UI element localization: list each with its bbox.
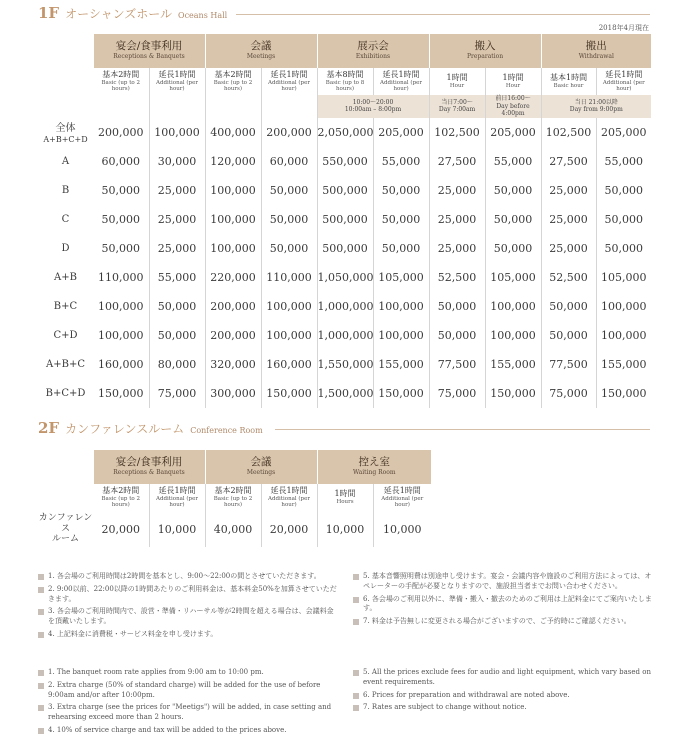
price-cell: 10,000 bbox=[373, 511, 431, 547]
title-rule bbox=[275, 429, 650, 430]
price-cell: 50,000 bbox=[485, 205, 541, 234]
price-cell: 55,000 bbox=[485, 147, 541, 176]
row-label: B bbox=[61, 184, 70, 196]
bullet-square-icon bbox=[38, 587, 44, 593]
price-cell: 50,000 bbox=[373, 205, 429, 234]
bullet-square-icon bbox=[353, 705, 359, 711]
table-row bbox=[38, 234, 651, 263]
note-item: 4. 10% of service charge and tax will be added to the prices above. bbox=[38, 726, 338, 736]
date-stamp: 2018年4月現在 bbox=[598, 24, 649, 32]
sub-header: 延長1時間 Additional (per hour) bbox=[261, 484, 317, 511]
price-cell: 60,000 bbox=[261, 147, 317, 176]
price-cell: 1,000,000 bbox=[317, 292, 373, 321]
group-header-row bbox=[38, 450, 431, 484]
oceans-hall-title bbox=[38, 4, 227, 22]
group-header: 会議 Meetings bbox=[205, 450, 317, 484]
price-cell: 110,000 bbox=[98, 270, 144, 284]
title-en: Conference Room bbox=[190, 426, 263, 435]
price-cell: 150,000 bbox=[485, 379, 541, 408]
table-row bbox=[38, 292, 651, 321]
bullet-square-icon bbox=[38, 705, 44, 711]
price-cell: 155,000 bbox=[596, 350, 651, 379]
price-cell: 100,000 bbox=[98, 328, 144, 342]
note-item: 5. All the prices exclude fees for audio and light equipment, which vary based on event requirements. bbox=[353, 668, 653, 688]
price-cell: 50,000 bbox=[373, 176, 429, 205]
note-item: 5. 基本音響照明費は別途申し受けます。宴会・会議内容や施設のご利用方法によっては、オペレーターの手配が必要となりますので、施設担当者までお問い合わせください。 bbox=[353, 572, 653, 592]
price-cell: 55,000 bbox=[596, 147, 651, 176]
price-cell: 52,500 bbox=[429, 263, 485, 292]
prep-note-before: 前日16:00～ Day before 4:00pm bbox=[485, 95, 541, 118]
price-cell: 50,000 bbox=[596, 205, 651, 234]
sub-header: 延長1時間 Additional (per hour) bbox=[373, 68, 429, 95]
bullet-square-icon bbox=[38, 632, 44, 638]
price-cell: 2,050,000 bbox=[317, 118, 373, 147]
price-cell: 100,000 bbox=[261, 321, 317, 350]
price-cell: 50,000 bbox=[485, 234, 541, 263]
group-header: 宴会/食事利用 Receptions & Banquets bbox=[93, 450, 205, 484]
conference-price-table bbox=[38, 450, 431, 547]
price-cell: 500,000 bbox=[317, 176, 373, 205]
title-jp: オーシャンズホール bbox=[65, 7, 173, 21]
note-item: 6. 各会場のご利用以外に、準備・搬入・撤去のためのご利用は上記料金にてご案内いたします。 bbox=[353, 595, 653, 615]
bullet-square-icon bbox=[353, 574, 359, 580]
table-row bbox=[38, 321, 651, 350]
row-label: C bbox=[61, 213, 70, 225]
price-cell: 27,500 bbox=[429, 147, 485, 176]
price-cell: 55,000 bbox=[373, 147, 429, 176]
note-item: 1. 各会場のご利用時間は2時間を基本とし、9:00～22:00の間とさせていただきます。 bbox=[38, 572, 338, 582]
price-cell: 100,000 bbox=[373, 292, 429, 321]
price-cell: 50,000 bbox=[149, 292, 205, 321]
price-cell: 400,000 bbox=[205, 118, 261, 147]
price-cell: 102,500 bbox=[541, 118, 596, 147]
price-cell: 75,000 bbox=[541, 379, 596, 408]
price-cell: 10,000 bbox=[149, 511, 205, 547]
price-cell: 50,000 bbox=[541, 292, 596, 321]
price-cell: 1,500,000 bbox=[317, 379, 373, 408]
price-cell: 1,000,000 bbox=[317, 321, 373, 350]
floor-label: 2F bbox=[38, 419, 60, 437]
bullet-square-icon bbox=[353, 597, 359, 603]
price-cell: 205,000 bbox=[596, 118, 651, 147]
sub-header: 基本2時間 Basic (up to 2 hours) bbox=[205, 68, 261, 95]
sub-header: 1時間 Hour bbox=[485, 68, 541, 95]
price-cell: 150,000 bbox=[373, 379, 429, 408]
table-row bbox=[38, 118, 651, 147]
price-cell: 50,000 bbox=[541, 321, 596, 350]
price-cell: 160,000 bbox=[98, 357, 144, 371]
floor-label: 1F bbox=[38, 4, 60, 22]
oceans-table-body bbox=[38, 118, 651, 408]
price-cell: 100,000 bbox=[205, 205, 261, 234]
price-cell: 1,050,000 bbox=[317, 263, 373, 292]
row-label: A+B bbox=[54, 271, 77, 283]
sub-header: 延長1時間 Additional (per hour) bbox=[261, 68, 317, 95]
table-row bbox=[38, 511, 431, 547]
price-cell: 100,000 bbox=[373, 321, 429, 350]
notes-jp-left bbox=[38, 572, 338, 643]
bullet-square-icon bbox=[38, 728, 44, 734]
price-cell: 77,500 bbox=[541, 350, 596, 379]
price-cell: 110,000 bbox=[261, 263, 317, 292]
price-cell: 80,000 bbox=[149, 350, 205, 379]
sub-header: 基本8時間 Basic (up to 8 hours) bbox=[317, 68, 373, 95]
sub-header: 基本2時間 Basic (up to 2 hours) bbox=[101, 70, 140, 92]
price-cell: 155,000 bbox=[485, 350, 541, 379]
price-cell: 120,000 bbox=[205, 147, 261, 176]
price-cell: 105,000 bbox=[596, 263, 651, 292]
group-header: 宴会/食事利用 Receptions & Banquets bbox=[93, 34, 205, 68]
price-cell: 50,000 bbox=[373, 234, 429, 263]
price-cell: 320,000 bbox=[205, 350, 261, 379]
row-label: A bbox=[61, 155, 70, 167]
price-cell: 100,000 bbox=[485, 321, 541, 350]
exhibition-hours-note: 10:00～20:00 10:00am – 8:00pm bbox=[317, 95, 429, 118]
price-cell: 25,000 bbox=[541, 176, 596, 205]
price-cell: 75,000 bbox=[149, 379, 205, 408]
price-cell: 50,000 bbox=[261, 205, 317, 234]
bullet-square-icon bbox=[353, 670, 359, 676]
group-header: 会議 Meetings bbox=[205, 34, 317, 68]
price-cell: 50,000 bbox=[596, 176, 651, 205]
price-cell: 25,000 bbox=[149, 205, 205, 234]
sub-header-row bbox=[38, 484, 431, 511]
price-cell: 100,000 bbox=[205, 234, 261, 263]
price-cell: 77,500 bbox=[429, 350, 485, 379]
row-label: B+C+D bbox=[45, 387, 86, 399]
price-cell: 150,000 bbox=[596, 379, 651, 408]
price-cell: 105,000 bbox=[485, 263, 541, 292]
note-item: 3. Extra charge (see the prices for "Meetigs") will be added, in case setting and rehearsing exceed more than 2 hours. bbox=[38, 703, 338, 723]
bullet-square-icon bbox=[38, 609, 44, 615]
sub-header-row bbox=[38, 68, 651, 95]
note-item: 4. 上記料金に消費税・サービス料金を申し受けます。 bbox=[38, 630, 338, 640]
price-cell: 100,000 bbox=[98, 299, 144, 313]
price-cell: 200,000 bbox=[205, 292, 261, 321]
row-label: C+D bbox=[53, 329, 78, 341]
price-cell: 100,000 bbox=[596, 292, 651, 321]
price-cell: 100,000 bbox=[596, 321, 651, 350]
note-item: 2. Extra charge (50% of standard charge) will be added for the use of before 9:00am and/or after 10:00pm. bbox=[38, 681, 338, 701]
price-cell: 102,500 bbox=[429, 118, 485, 147]
group-header: 控え室 Waiting Room bbox=[317, 450, 431, 484]
price-cell: 50,000 bbox=[429, 292, 485, 321]
table-row bbox=[38, 147, 651, 176]
sub-header: 延長1時間 Additional (per hour) bbox=[149, 484, 205, 511]
table-row bbox=[38, 176, 651, 205]
price-cell: 20,000 bbox=[261, 511, 317, 547]
title-jp: カンファレンスルーム bbox=[65, 422, 185, 436]
price-cell: 40,000 bbox=[205, 511, 261, 547]
price-cell: 160,000 bbox=[261, 350, 317, 379]
price-cell: 30,000 bbox=[149, 147, 205, 176]
price-cell: 50,000 bbox=[429, 321, 485, 350]
price-cell: 75,000 bbox=[429, 379, 485, 408]
sub-header: 延長1時間 Additional (per hour) bbox=[596, 68, 651, 95]
group-header: 搬出 Withdrawal bbox=[541, 34, 651, 68]
price-cell: 100,000 bbox=[485, 292, 541, 321]
price-cell: 100,000 bbox=[261, 292, 317, 321]
price-cell: 55,000 bbox=[149, 263, 205, 292]
title-en: Oceans Hall bbox=[178, 11, 228, 20]
bullet-square-icon bbox=[38, 670, 44, 676]
bullet-square-icon bbox=[353, 693, 359, 699]
bullet-square-icon bbox=[353, 619, 359, 625]
bullet-square-icon bbox=[38, 574, 44, 580]
price-cell: 60,000 bbox=[101, 154, 140, 168]
price-cell: 50,000 bbox=[101, 212, 140, 226]
price-cell: 52,500 bbox=[541, 263, 596, 292]
price-cell: 50,000 bbox=[485, 176, 541, 205]
price-cell: 50,000 bbox=[261, 176, 317, 205]
row-label: カンファレンス ルーム bbox=[38, 512, 93, 545]
row-label: A+B+C bbox=[46, 358, 85, 370]
group-header: 展示会 Exhibitions bbox=[317, 34, 429, 68]
sub-header: 1時間 Hour bbox=[429, 68, 485, 95]
price-cell: 100,000 bbox=[149, 118, 205, 147]
price-cell: 25,000 bbox=[149, 234, 205, 263]
bullet-square-icon bbox=[38, 683, 44, 689]
price-cell: 25,000 bbox=[541, 205, 596, 234]
row-label: D bbox=[61, 242, 70, 254]
price-cell: 500,000 bbox=[317, 205, 373, 234]
withdraw-note: 当日 21:00以降 Day from 9:00pm bbox=[541, 95, 651, 118]
price-cell: 200,000 bbox=[98, 125, 144, 139]
price-cell: 25,000 bbox=[429, 176, 485, 205]
group-header: 搬入 Preparation bbox=[429, 34, 541, 68]
sub-header: 基本1時間 Basic hour bbox=[541, 68, 596, 95]
note-item: 1. The banquet room rate applies from 9:00 am to 10:00 pm. bbox=[38, 668, 338, 678]
price-cell: 550,000 bbox=[317, 147, 373, 176]
price-cell: 25,000 bbox=[429, 234, 485, 263]
price-cell: 50,000 bbox=[149, 321, 205, 350]
price-cell: 200,000 bbox=[261, 118, 317, 147]
price-cell: 50,000 bbox=[101, 183, 140, 197]
note-item: 3. 各会場のご利用時間内で、設営・準備・リハーサル等が2時間を超える場合は、会議料金を頂戴いたします。 bbox=[38, 607, 338, 627]
price-cell: 300,000 bbox=[205, 379, 261, 408]
price-cell: 205,000 bbox=[373, 118, 429, 147]
table-row bbox=[38, 263, 651, 292]
price-cell: 50,000 bbox=[596, 234, 651, 263]
conference-title bbox=[38, 419, 263, 437]
notes-jp-right bbox=[353, 572, 653, 630]
price-cell: 25,000 bbox=[149, 176, 205, 205]
price-cell: 50,000 bbox=[101, 241, 140, 255]
table-row bbox=[38, 379, 651, 408]
price-cell: 27,500 bbox=[541, 147, 596, 176]
time-note-row bbox=[38, 95, 651, 118]
oceans-price-table bbox=[38, 34, 651, 408]
sub-header: 延長1時間 Additional (per hour) bbox=[149, 68, 205, 95]
group-header-row bbox=[38, 34, 651, 68]
title-rule bbox=[236, 14, 650, 15]
price-cell: 200,000 bbox=[205, 321, 261, 350]
sub-header: 基本2時間 Basic (up to 2 hours) bbox=[205, 484, 261, 511]
note-item: 7. Rates are subject to change without notice. bbox=[353, 703, 653, 713]
price-cell: 205,000 bbox=[485, 118, 541, 147]
price-cell: 155,000 bbox=[373, 350, 429, 379]
price-cell: 20,000 bbox=[101, 522, 140, 536]
price-cell: 150,000 bbox=[261, 379, 317, 408]
row-label: B+C bbox=[53, 300, 78, 312]
notes-en-right bbox=[353, 668, 653, 716]
price-cell: 100,000 bbox=[205, 176, 261, 205]
sub-header: 延長1時間 Additional (per hour) bbox=[373, 484, 431, 511]
price-cell: 1,550,000 bbox=[317, 350, 373, 379]
row-label: 全体 A+B+C+D bbox=[43, 123, 88, 144]
price-cell: 50,000 bbox=[261, 234, 317, 263]
price-cell: 25,000 bbox=[429, 205, 485, 234]
notes-en-left bbox=[38, 668, 338, 739]
price-cell: 25,000 bbox=[541, 234, 596, 263]
price-cell: 500,000 bbox=[317, 234, 373, 263]
table-row bbox=[38, 350, 651, 379]
sub-header: 基本2時間 Basic (up to 2 hours) bbox=[101, 486, 140, 508]
note-item: 2. 9:00以前、22:00以降の1時間あたりのご利用料金は、基本料金50%を加算させていただきます。 bbox=[38, 585, 338, 605]
sub-header: 1時間 Hours bbox=[317, 484, 373, 511]
note-item: 7. 料金は予告無しに変更される場合がございますので、ご予約時にご確認ください。 bbox=[353, 617, 653, 627]
price-cell: 10,000 bbox=[317, 511, 373, 547]
price-cell: 220,000 bbox=[205, 263, 261, 292]
prep-note-day: 当日7:00～ Day 7:00am bbox=[429, 95, 485, 118]
price-cell: 150,000 bbox=[98, 386, 144, 400]
note-item: 6. Prices for preparation and withdrawal are noted above. bbox=[353, 691, 653, 701]
table-row bbox=[38, 205, 651, 234]
price-cell: 105,000 bbox=[373, 263, 429, 292]
